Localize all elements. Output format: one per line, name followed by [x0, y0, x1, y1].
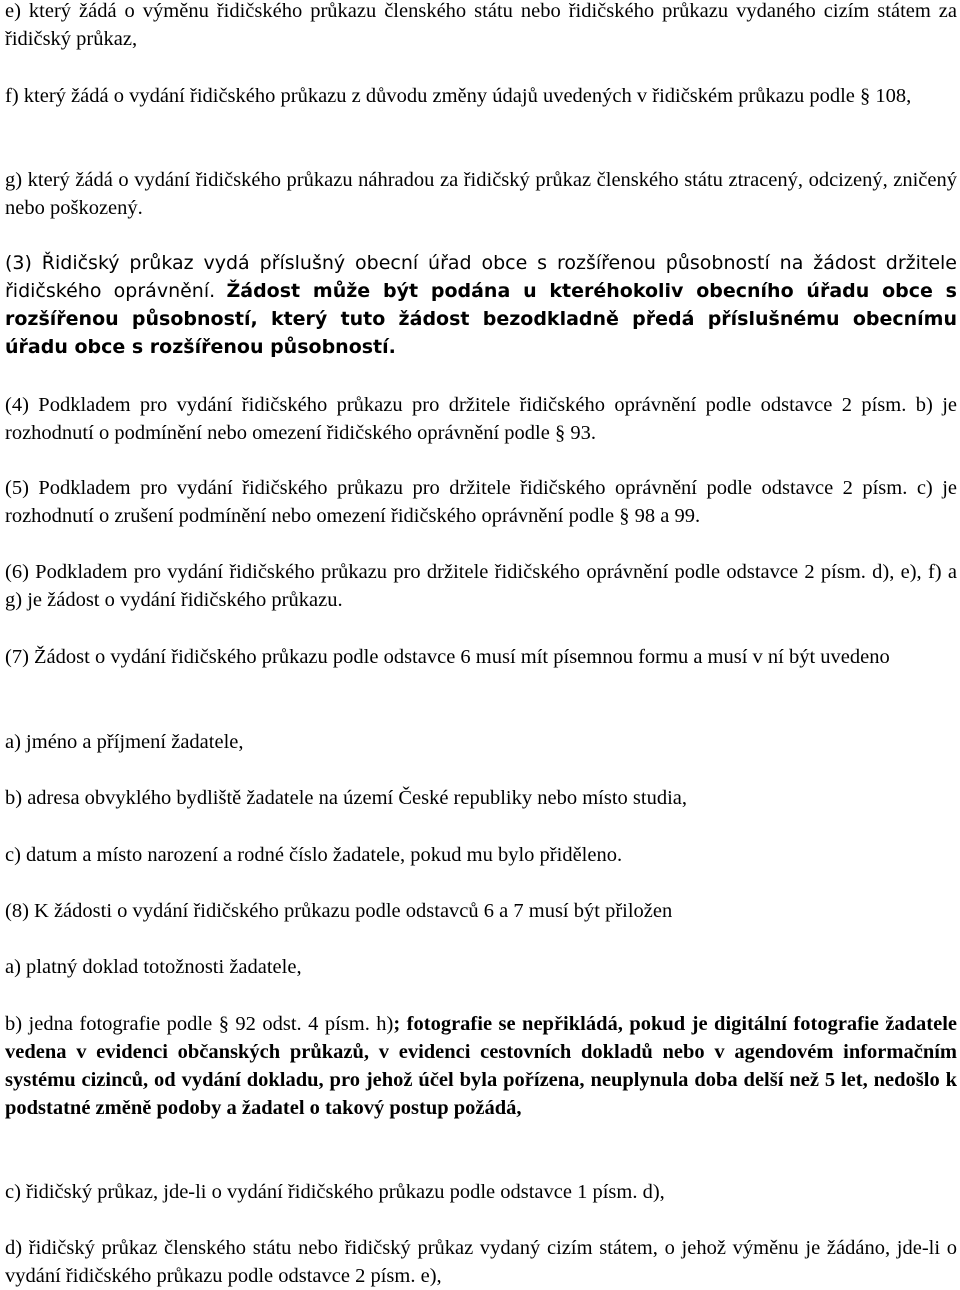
item-b-photo-bold-text: ; fotografie se nepřikládá, pokud je digitální fotografie žadatele vedena v evidenci občanských průkazů, v evidenci cestovních dokladů nebo v agendovém informačním systému cizinců, od vydání dokladu, pro jehož účel byla pořízena, neuplynula doba delší než 5 let, nedošlo k podstatné změně podoby a žadatel o takový postup požádá,	[5, 1013, 957, 1119]
item-c-birth: c) datum a místo narození a rodné číslo žadatele, pokud mu bylo přiděleno.	[5, 844, 623, 866]
item-b-photo	[5, 1010, 957, 1122]
item-a-id-document: a) platný doklad totožnosti žadatele,	[5, 956, 302, 978]
item-b-photo-text: b) jedna fotografie podle § 92 odst. 4 písm. h)	[5, 1013, 394, 1035]
paragraph-f: f) který žádá o vydání řidičského průkazu z důvodu změny údajů uvedených v řidičském průkazu podle § 108,	[5, 85, 912, 107]
paragraph-e: e) který žádá o výměnu řidičského průkazu členského státu nebo řidičského průkazu vydaného cizím státem za řidičský průkaz,	[5, 0, 957, 50]
paragraph-4: (4) Podkladem pro vydání řidičského průkazu pro držitele řidičského oprávnění podle odstavce 2 písm. b) je rozhodnutí o podmínění nebo omezení řidičského oprávnění podle § 93.	[5, 394, 957, 444]
paragraph-7: (7) Žádost o vydání řidičského průkazu podle odstavce 6 musí mít písemnou formu a musí v ní být uvedeno	[5, 646, 890, 668]
item-d-foreign-license: d) řidičský průkaz členského státu nebo řidičský průkaz vydaný cizím státem, o jehož výměnu je žádáno, jde-li o vydání řidičského průkazu podle odstavce 2 písm. e),	[5, 1237, 957, 1287]
paragraph-g: g) který žádá o vydání řidičského průkazu náhradou za řidičský průkaz členského státu ztracený, odcizený, zničený nebo poškozený.	[5, 169, 957, 219]
paragraph-3-text: (3) Řidičský průkaz vydá příslušný obecní úřad obce s rozšířenou působností na žádost držitele řidičského oprávnění.	[5, 252, 957, 302]
paragraph-5: (5) Podkladem pro vydání řidičského průkazu pro držitele řidičského oprávnění podle odstavce 2 písm. c) je rozhodnutí o zrušení podmínění nebo omezení řidičského oprávnění podle § 98 a 99.	[5, 477, 957, 527]
paragraph-6: (6) Podkladem pro vydání řidičského průkazu pro držitele řidičského oprávnění podle odstavce 2 písm. d), e), f) a g) je žádost o vydání řidičského průkazu.	[5, 561, 957, 611]
paragraph-3	[5, 249, 957, 361]
item-a-name: a) jméno a příjmení žadatele,	[5, 731, 244, 753]
paragraph-3-bold-text: Žádost může být podána u kteréhokoliv obecního úřadu obce s rozšířenou působností, který tuto žádost bezodkladně předá příslušnému obecnímu úřadu obce s rozšířenou působností.	[5, 280, 957, 358]
paragraph-8: (8) K žádosti o vydání řidičského průkazu podle odstavců 6 a 7 musí být přiložen	[5, 900, 673, 922]
item-c-license: c) řidičský průkaz, jde-li o vydání řidičského průkazu podle odstavce 1 písm. d),	[5, 1181, 665, 1203]
item-b-address: b) adresa obvyklého bydliště žadatele na území České republiky nebo místo studia,	[5, 787, 688, 809]
